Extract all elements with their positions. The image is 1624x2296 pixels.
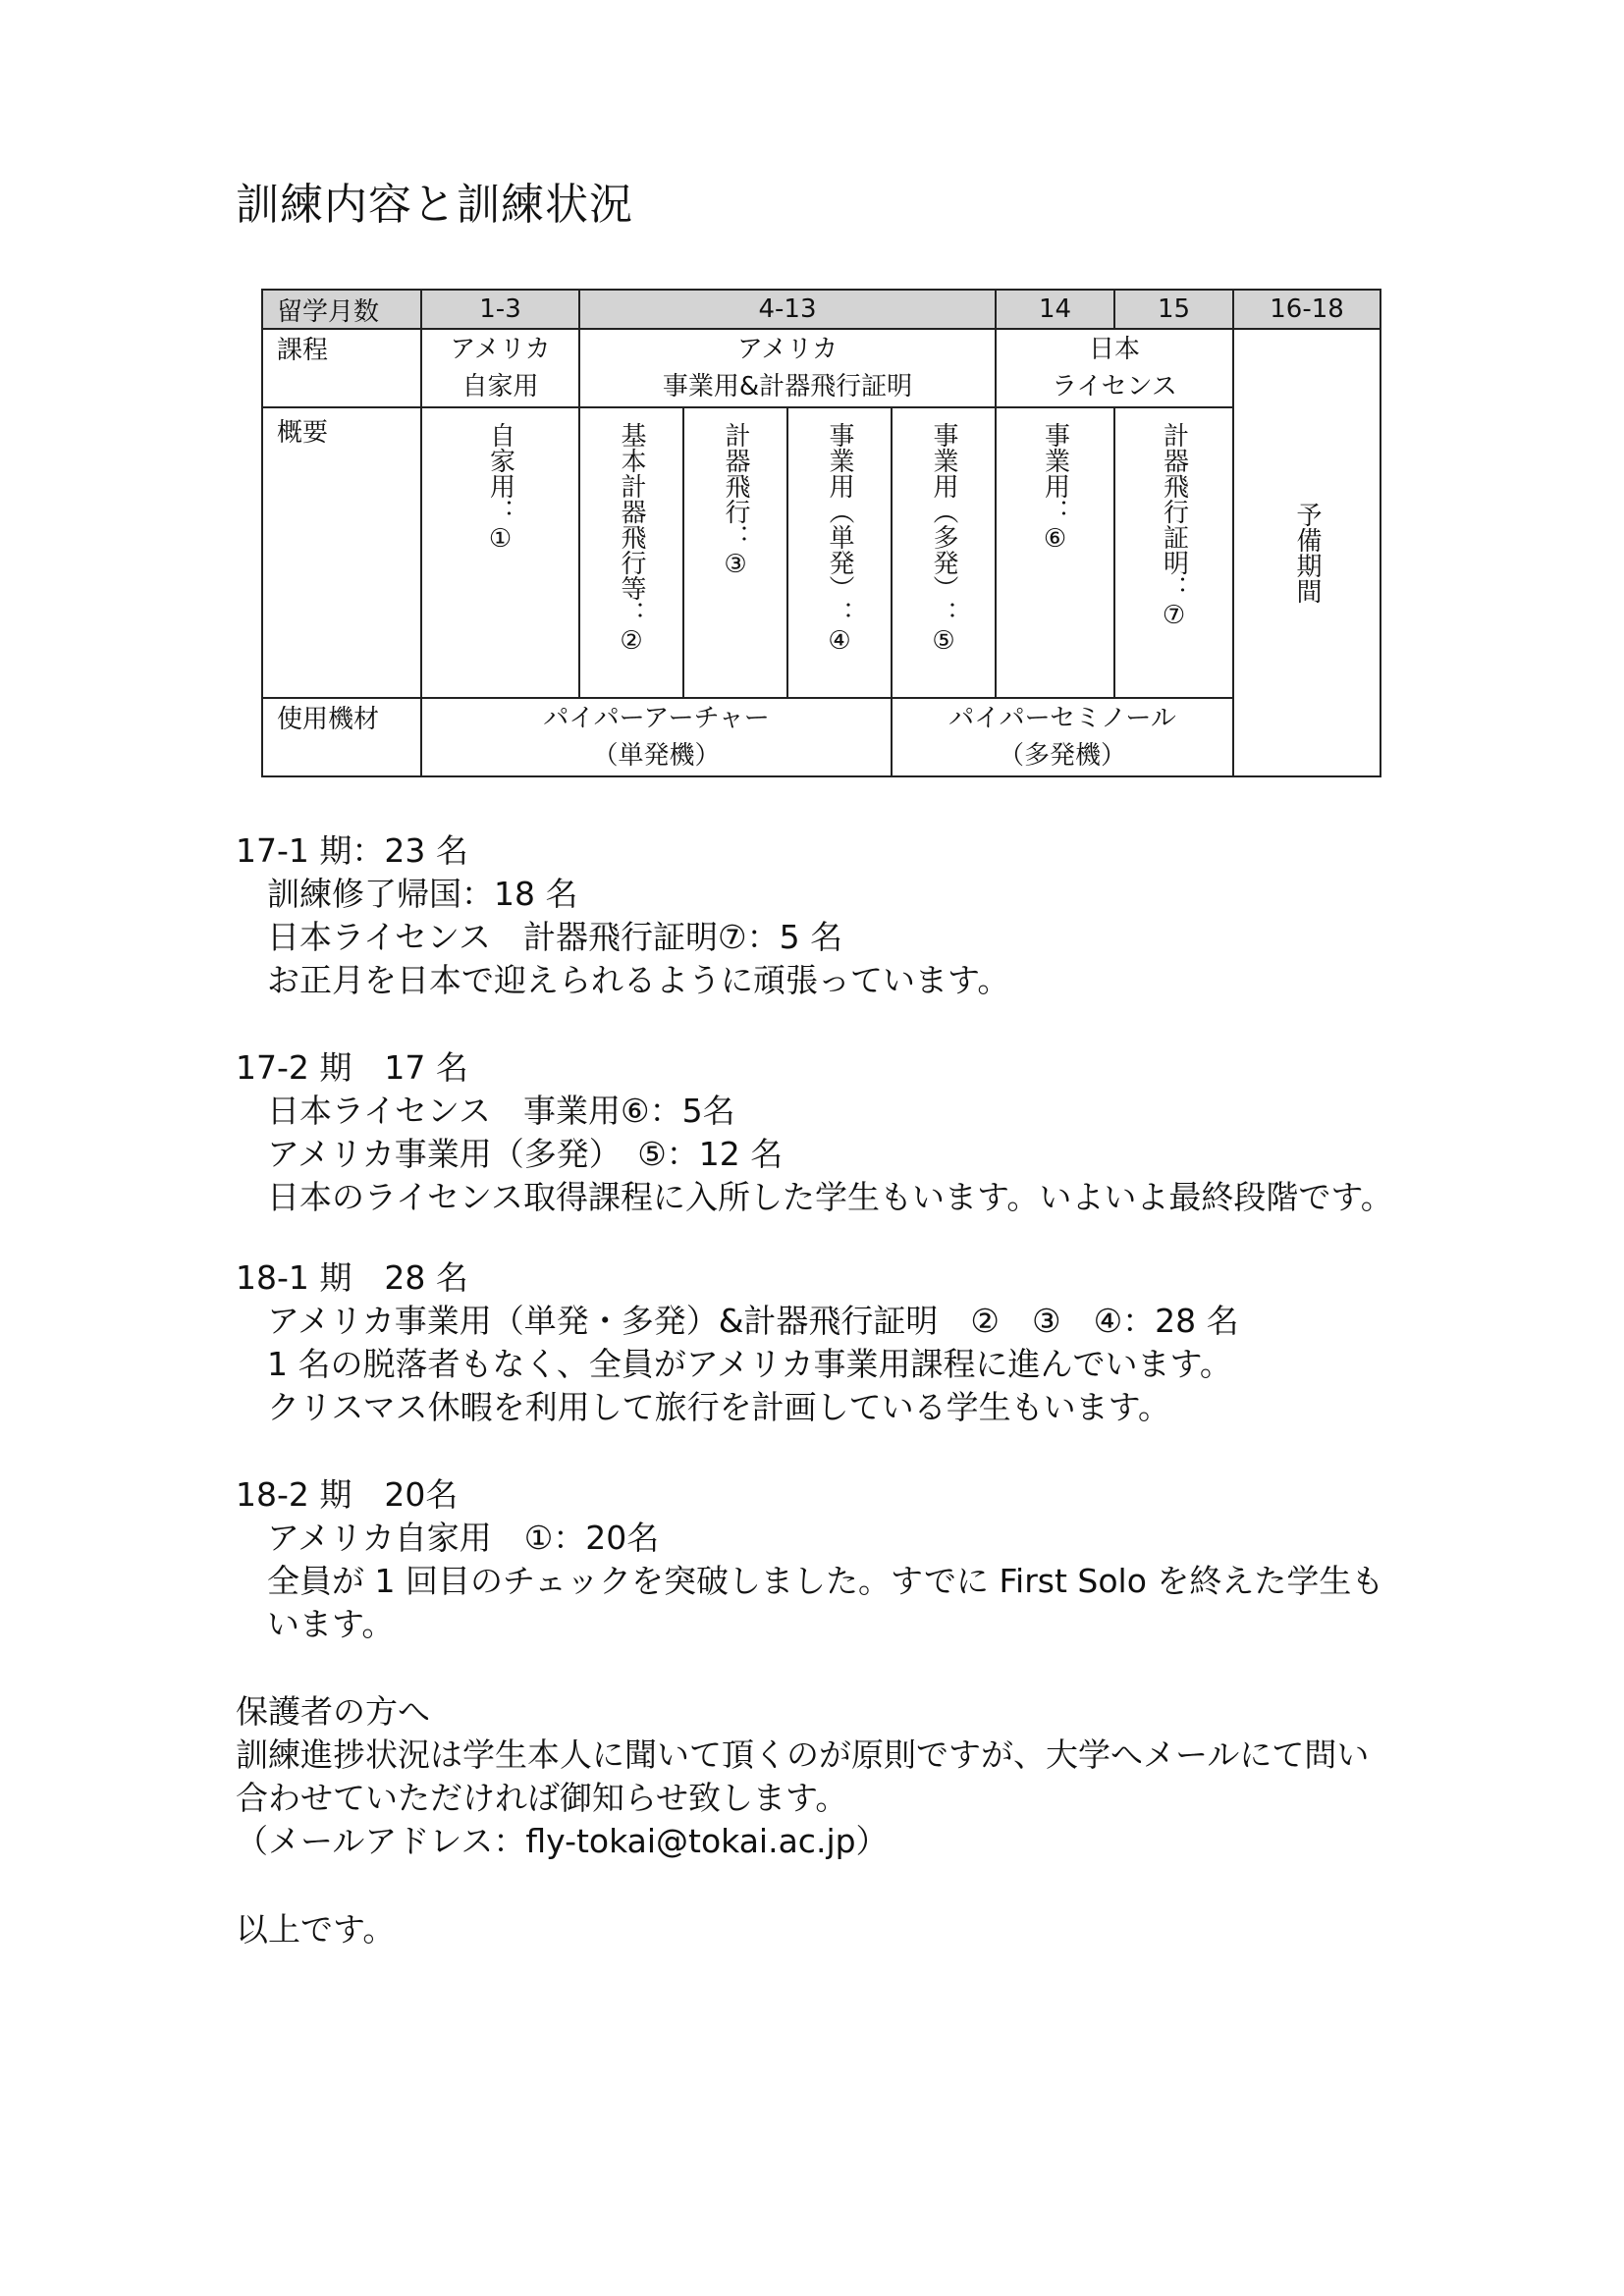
course-line: 自家用 bbox=[461, 372, 539, 401]
summary-row bbox=[262, 407, 1380, 698]
course-header: 課程 bbox=[262, 329, 421, 407]
course-line: アメリカ bbox=[736, 335, 839, 364]
section-line: アメリカ自家用 ①：20名 bbox=[267, 1519, 660, 1557]
course-line: 日本 bbox=[1089, 335, 1141, 364]
summary-cell bbox=[1114, 407, 1233, 698]
reserve-label: 予備期間 bbox=[1292, 502, 1323, 604]
section-line: アメリカ事業用（多発） ⑤：12 名 bbox=[267, 1135, 784, 1173]
section-line: 1 名の脱落者もなく、全員がアメリカ事業用課程に進んでいます。 bbox=[267, 1345, 1232, 1383]
summary-item: 計器飛行証明：⑦ bbox=[1159, 422, 1189, 630]
months-row bbox=[262, 290, 1380, 329]
section-line: お正月を日本で迎えられるように頑張っています。 bbox=[267, 961, 1010, 999]
equipment-line: パイパーアーチャー bbox=[543, 704, 770, 733]
reserve-cell bbox=[1233, 329, 1380, 776]
section-line: 日本ライセンス 計器飛行証明⑦：5 名 bbox=[267, 918, 843, 956]
course-row bbox=[262, 329, 1380, 407]
course-cell bbox=[996, 329, 1233, 407]
summary-cell bbox=[892, 407, 996, 698]
section-heading: 18-1 期 28 名 bbox=[236, 1258, 468, 1297]
month-cell: 4-13 bbox=[579, 290, 996, 329]
section-line: クリスマス休暇を利用して旅行を計画している学生もいます。 bbox=[267, 1388, 1171, 1426]
summary-cell bbox=[996, 407, 1114, 698]
course-cell bbox=[421, 329, 579, 407]
section-heading: 18-2 期 20名 bbox=[236, 1475, 459, 1514]
guardians-line: 合わせていただければ御知らせ致します。 bbox=[236, 1779, 848, 1817]
summary-item: 事業用（単発）：④ bbox=[825, 422, 854, 656]
equipment-row bbox=[262, 698, 1380, 776]
summary-item: 事業用：⑥ bbox=[1040, 422, 1070, 554]
course-line: ライセンス bbox=[1052, 372, 1177, 401]
section-heading: 17-2 期 17 名 bbox=[236, 1048, 468, 1087]
contact-email: （メールアドレス：fly-tokai@tokai.ac.jp） bbox=[236, 1822, 889, 1860]
summary-cell bbox=[579, 407, 683, 698]
section-line: います。 bbox=[267, 1605, 395, 1643]
summary-header: 概要 bbox=[262, 407, 421, 698]
summary-item: 計器飛行：③ bbox=[721, 422, 750, 579]
month-cell: 14 bbox=[996, 290, 1114, 329]
course-line: 事業用&計器飛行証明 bbox=[662, 372, 913, 401]
guardians-line: 訓練進捗状況は学生本人に聞いて頂くのが原則ですが、大学へメールにて問い bbox=[236, 1735, 1370, 1774]
closing-text: 以上です。 bbox=[236, 1910, 396, 1949]
equipment-line: （多発機） bbox=[999, 741, 1127, 771]
month-cell: 15 bbox=[1114, 290, 1233, 329]
section-line: 日本のライセンス取得課程に入所した学生もいます。いよいよ最終段階です。 bbox=[267, 1178, 1393, 1216]
section-heading: 17-1 期：23 名 bbox=[236, 831, 468, 870]
section-line: 全員が 1 回目のチェックを突破しました。すでに First Solo を終えた学生も bbox=[267, 1562, 1384, 1600]
equipment-line: パイパーセミノール bbox=[948, 704, 1176, 733]
section-line: アメリカ事業用（単発・多発）&計器飛行証明 ② ③ ④：28 名 bbox=[267, 1302, 1239, 1340]
summary-item: 基本計器飛行等：② bbox=[617, 422, 646, 656]
equipment-line: （単発機） bbox=[592, 741, 721, 771]
equipment-header: 使用機材 bbox=[262, 698, 421, 776]
guardians-heading: 保護者の方へ bbox=[236, 1692, 430, 1731]
summary-item: 自家用：① bbox=[485, 422, 515, 554]
summary-cell bbox=[787, 407, 892, 698]
section-line: 訓練修了帰国：18 名 bbox=[267, 875, 578, 913]
equipment-cell bbox=[421, 698, 892, 776]
summary-cell bbox=[683, 407, 787, 698]
equipment-cell bbox=[892, 698, 1233, 776]
summary-item: 事業用（多発）：⑤ bbox=[929, 422, 958, 656]
course-cell bbox=[579, 329, 996, 407]
section-line: 日本ライセンス 事業用⑥：5名 bbox=[267, 1092, 735, 1130]
training-table bbox=[261, 289, 1381, 777]
month-cell: 1-3 bbox=[421, 290, 579, 329]
months-header: 留学月数 bbox=[262, 290, 421, 329]
page-title: 訓練内容と訓練状況 bbox=[236, 180, 633, 230]
summary-cell bbox=[421, 407, 579, 698]
course-line: アメリカ bbox=[450, 335, 551, 364]
month-cell: 16-18 bbox=[1233, 290, 1380, 329]
